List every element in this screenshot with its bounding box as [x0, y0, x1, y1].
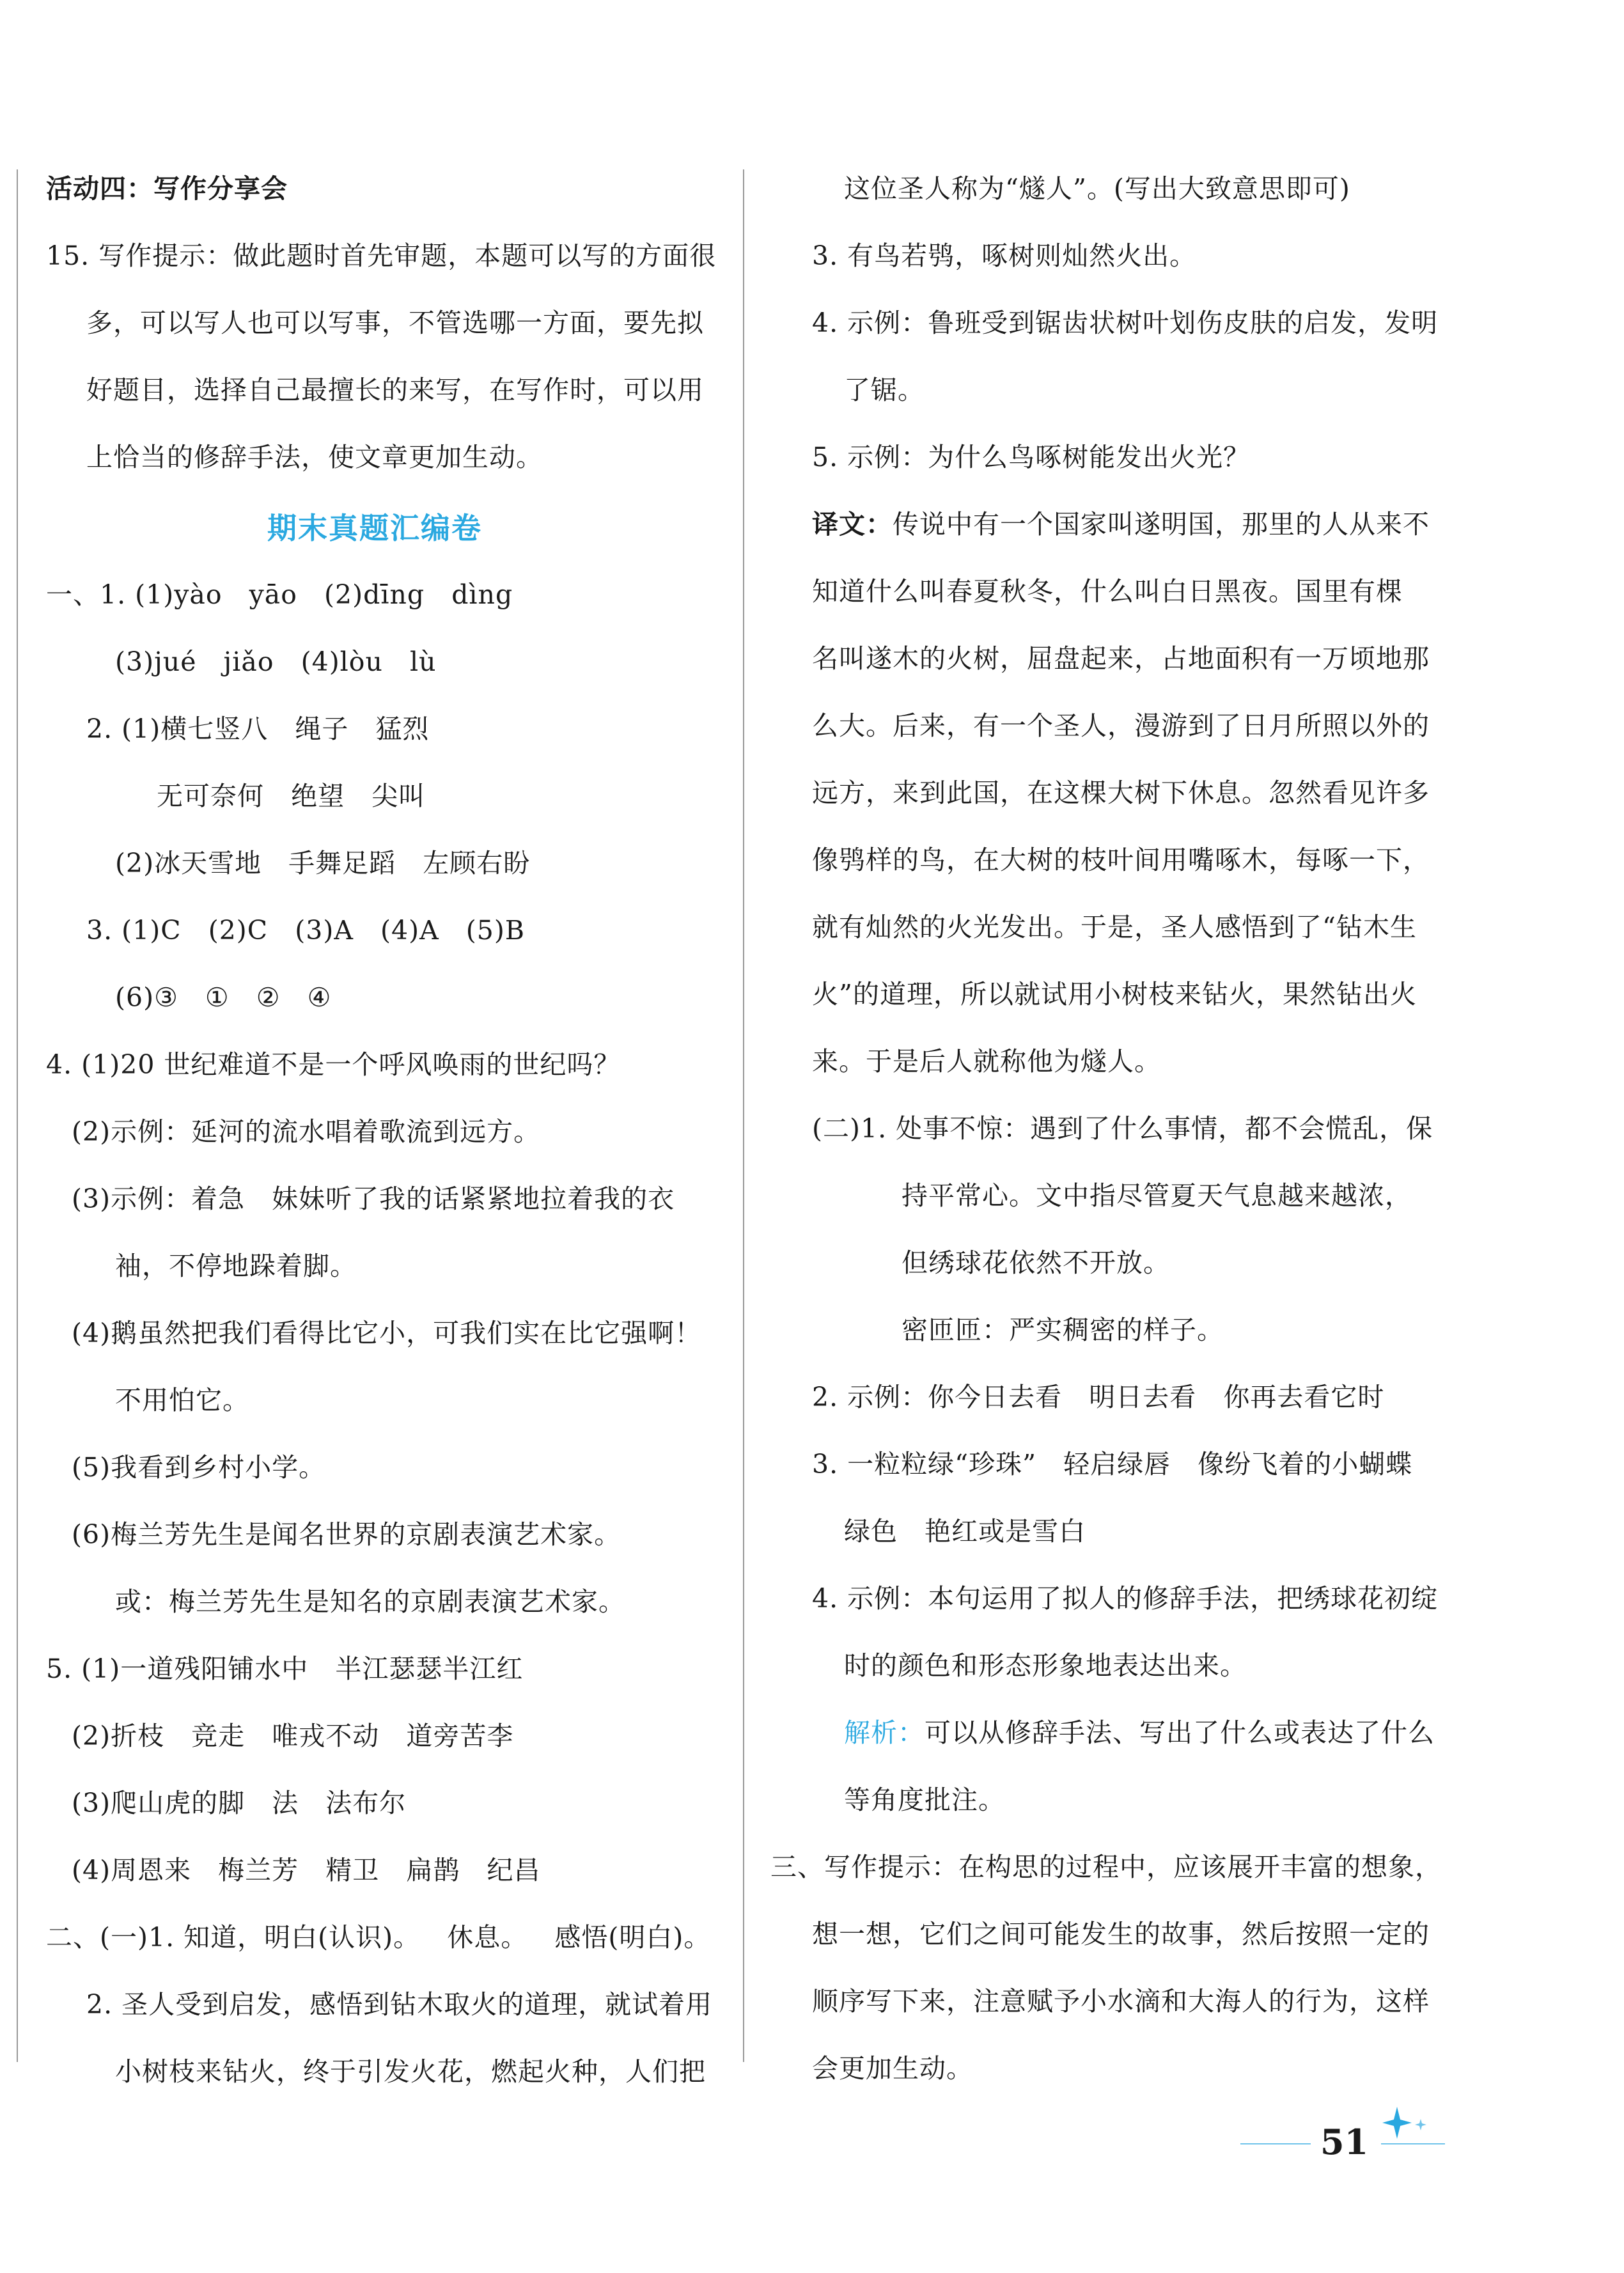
- part2-line: 4. 示例：本句运用了拟人的修辞手法，把绣球花初绽: [812, 1583, 1439, 1614]
- item-line: (6)梅兰芳先生是闻名世界的京剧表演艺术家。: [72, 1519, 621, 1550]
- q15-line-3: 好题目，选择自己最擅长的来写，在写作时，可以用: [86, 375, 704, 405]
- part3-line: 想一想，它们之间可能发生的故事，然后按照一定的: [812, 1919, 1430, 1949]
- q15-line-2: 多，可以写人也可以写事，不管选哪一方面，要先拟: [86, 308, 704, 338]
- translation-label: 译文：: [812, 509, 893, 540]
- item-line: 3. (1)C (2)C (3)A (4)A (5)B: [86, 915, 526, 946]
- q15-line-1: 15. 写作提示：做此题时首先审题，本题可以写的方面很: [46, 240, 717, 271]
- q15-line-4: 上恰当的修辞手法，使文章更加生动。: [86, 442, 543, 473]
- translation-line: 远方，来到此国，在这棵大树下休息。忽然看见许多: [812, 777, 1430, 808]
- part3-line: 会更加生动。: [812, 2053, 973, 2084]
- translation-line: 来。于是后人就称他为燧人。: [812, 1046, 1161, 1077]
- part2-line: 但绣球花依然不开放。: [902, 1247, 1170, 1278]
- item-line: (2)折枝 竞走 唯戎不动 道旁苦李: [72, 1721, 514, 1751]
- part2-line: 密匝匝：严实稠密的样子。: [902, 1315, 1224, 1345]
- item-line: (2)示例：延河的流水唱着歌流到远方。: [72, 1116, 541, 1147]
- part2-line: 3. 一粒粒绿“珍珠” 轻启绿唇 像纷飞着的小蝴蝶: [812, 1449, 1413, 1480]
- part2-line: 持平常心。文中指尽管夏天气息越来越浓，: [902, 1180, 1412, 1211]
- translation-first-line: [812, 505, 1430, 543]
- item-line: (3)爬山虎的脚 法 法布尔: [72, 1788, 407, 1818]
- column-divider: [743, 169, 744, 2062]
- item-line: (6)③ ① ② ④: [115, 982, 332, 1013]
- item-line: 二、(一)1. 知道，明白(认识)。 休息。 感悟(明白)。: [46, 1922, 711, 1953]
- page-number-rule-left: [1240, 2143, 1311, 2144]
- item-line: 小树枝来钻火，终于引发火花，燃起火种，人们把: [115, 2056, 706, 2087]
- translation-line: 火”的道理，所以就试用小树枝来钻火，果然钻出火: [812, 979, 1417, 1010]
- part2-line: 2. 示例：你今日去看 明日去看 你再去看它时: [812, 1382, 1385, 1412]
- item-line: 不用怕它。: [115, 1385, 249, 1416]
- right-line: 3. 有鸟若鸮，啄树则灿然火出。: [812, 240, 1197, 271]
- translation-line: 名叫遂木的火树，屈盘起来，占地面积有一万顷地那: [812, 643, 1430, 674]
- analysis-label: 解析：: [844, 1717, 925, 1748]
- item-line: 一、1. (1)yào yāo (2)dīng dìng: [46, 579, 513, 610]
- right-line: 这位圣人称为“燧人”。(写出大致意思即可): [844, 173, 1350, 204]
- part2-line: (二)1. 处事不惊：遇到了什么事情，都不会慌乱，保: [812, 1113, 1433, 1144]
- part2-line: 绿色 艳红或是雪白: [844, 1516, 1086, 1547]
- item-line: (3)jué jiǎo (4)lòu lù: [115, 646, 437, 677]
- page-number: 51: [1320, 2121, 1369, 2162]
- page-number-rule-right: [1381, 2143, 1445, 2144]
- analysis-first-line: [844, 1714, 1435, 1752]
- right-line: 了锯。: [844, 375, 925, 405]
- activity-four-title: 活动四：写作分享会: [46, 173, 288, 204]
- section-title: 期末真题汇编卷: [267, 511, 482, 545]
- analysis-text: 可以从修辞手法、写出了什么或表达了什么: [925, 1717, 1435, 1748]
- item-line: (5)我看到乡村小学。: [72, 1452, 326, 1483]
- translation-line: 像鸮样的鸟，在大树的枝叶间用嘴啄木，每啄一下，: [812, 845, 1430, 875]
- left-margin-rule: [17, 169, 18, 2062]
- translation-line: 知道什么叫春夏秋冬，什么叫白日黑夜。国里有棵: [812, 576, 1403, 607]
- item-line: 或：梅兰芳先生是知名的京剧表演艺术家。: [115, 1586, 625, 1617]
- item-line: (4)鹅虽然把我们看得比它小，可我们实在比它强啊！: [72, 1318, 702, 1348]
- analysis-line: 等角度批注。: [844, 1785, 1005, 1815]
- item-line: 5. (1)一道残阳铺水中 半江瑟瑟半江红: [46, 1653, 524, 1684]
- item-line: 4. (1)20 世纪难道不是一个呼风唤雨的世纪吗？: [46, 1049, 621, 1080]
- right-line: 5. 示例：为什么鸟啄树能发出火光？: [812, 442, 1251, 473]
- item-line: (2)冰天雪地 手舞足蹈 左顾右盼: [115, 848, 531, 879]
- part3-line: 顺序写下来，注意赋予小水滴和大海人的行为，这样: [812, 1986, 1430, 2017]
- sparkle-star-icon: [1381, 2104, 1432, 2142]
- part2-line: 时的颜色和形态形象地表达出来。: [844, 1650, 1247, 1681]
- item-line: 2. 圣人受到启发，感悟到钻木取火的道理，就试着用: [86, 1989, 713, 2020]
- item-line: (4)周恩来 梅兰芳 精卫 扁鹊 纪昌: [72, 1855, 541, 1886]
- item-line: 无可奈何 绝望 尖叫: [157, 781, 426, 811]
- right-line: 4. 示例：鲁班受到锯齿状树叶划伤皮肤的启发，发明: [812, 308, 1439, 338]
- translation-text: 传说中有一个国家叫遂明国，那里的人从来不: [893, 509, 1430, 540]
- item-line: 2. (1)横七竖八 绳子 猛烈: [86, 714, 430, 744]
- item-line: 袖，不停地跺着脚。: [115, 1251, 357, 1281]
- part3-line: 三、写作提示：在构思的过程中，应该展开丰富的想象，: [770, 1852, 1442, 1882]
- translation-line: 么大。后来，有一个圣人，漫游到了日月所照以外的: [812, 710, 1430, 741]
- translation-line: 就有灿然的火光发出。于是，圣人感悟到了“钻木生: [812, 912, 1417, 942]
- item-line: (3)示例：着急 妹妹听了我的话紧紧地拉着我的衣: [72, 1183, 675, 1214]
